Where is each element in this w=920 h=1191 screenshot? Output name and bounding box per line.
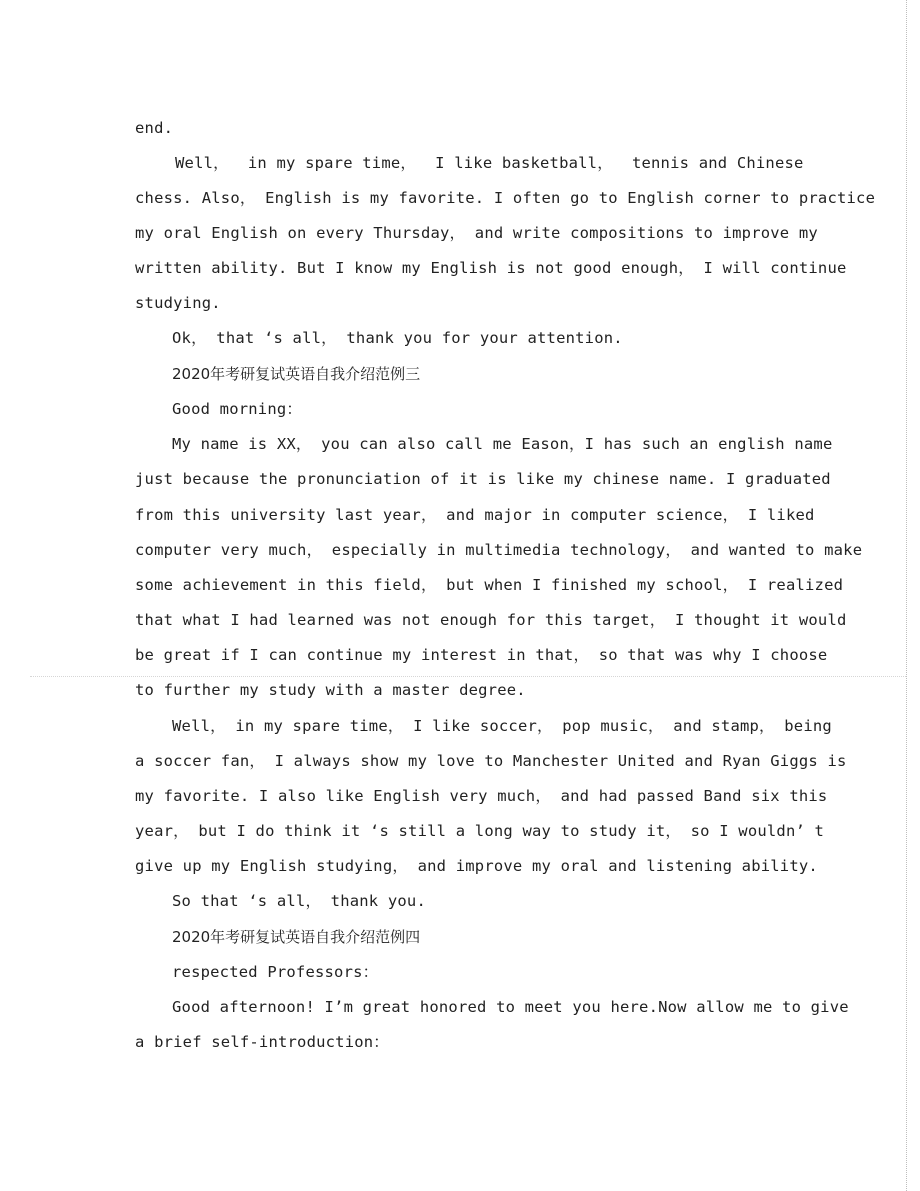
- paragraph-line: computer very much， especially in multimedia technology， and wanted to make: [135, 541, 863, 559]
- page-edge-divider: [906, 0, 907, 1191]
- paragraph-line: my oral English on every Thursday， and write compositions to improve my: [135, 224, 818, 242]
- paragraph-line: written ability. But I know my English is not good enough， I will continue: [135, 259, 847, 277]
- paragraph-line: a soccer fan， I always show my love to Manchester United and Ryan Giggs is: [135, 752, 847, 770]
- section-heading: 2020年考研复试英语自我介绍范例三: [172, 365, 421, 383]
- paragraph-line: to further my study with a master degree.: [135, 681, 526, 699]
- paragraph-line: So that ‘s all， thank you.: [172, 892, 426, 910]
- paragraph-line: My name is XX， you can also call me Eason，I has such an english name: [172, 435, 833, 453]
- paragraph-line: a brief self-introduction：: [135, 1033, 389, 1051]
- greeting-line: Good morning：: [172, 400, 303, 418]
- paragraph-line: that what I had learned was not enough for this target， I thought it would: [135, 611, 847, 629]
- paragraph-line: Good afternoon! I’m great honored to meet you here.Now allow me to give: [172, 998, 849, 1016]
- paragraph-line: Well， in my spare time， I like basketball， tennis and Chinese: [175, 154, 804, 172]
- greeting-line: respected Professors：: [172, 963, 379, 981]
- paragraph-line: chess. Also， English is my favorite. I often go to English corner to practice: [135, 189, 876, 207]
- paragraph-line: year， but I do think it ‘s still a long way to study it， so I wouldn’ t: [135, 822, 825, 840]
- paragraph-line: be great if I can continue my interest in that， so that was why I choose: [135, 646, 828, 664]
- paragraph-line: Ok， that ‘s all， thank you for your attention.: [172, 329, 623, 347]
- paragraph-line: Well， in my spare time， I like soccer， pop music， and stamp， being: [172, 717, 832, 735]
- section-heading: 2020年考研复试英语自我介绍范例四: [172, 928, 421, 946]
- paragraph-line: end.: [135, 119, 174, 137]
- paragraph-line: some achievement in this field， but when I finished my school， I realized: [135, 576, 844, 594]
- paragraph-line: just because the pronunciation of it is like my chinese name. I graduated: [135, 470, 831, 488]
- paragraph-line: studying.: [135, 294, 221, 312]
- paragraph-line: give up my English studying， and improve my oral and listening ability.: [135, 857, 818, 875]
- paragraph-line: from this university last year， and major in computer science， I liked: [135, 506, 815, 524]
- paragraph-line: my favorite. I also like English very much， and had passed Band six this: [135, 787, 828, 805]
- page-break-divider: [30, 676, 906, 677]
